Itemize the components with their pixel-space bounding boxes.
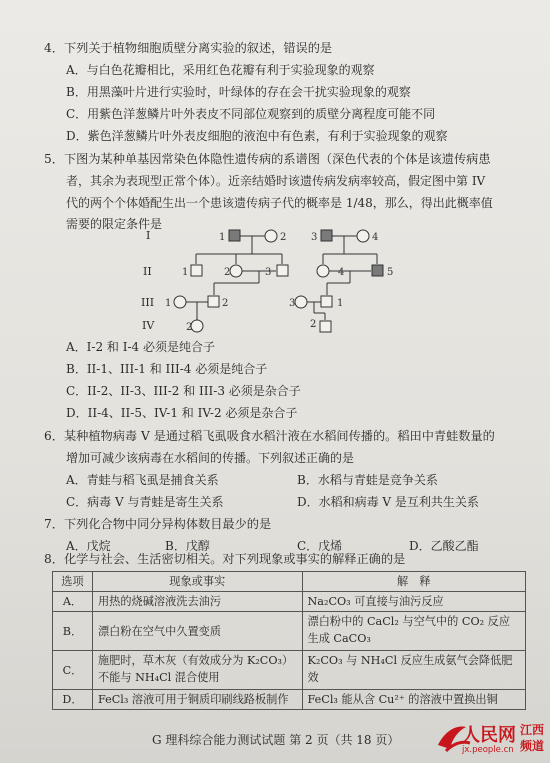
q5-line2: 者，其余为表现型正常个体）。近亲结婚时该遗传病发病率较高，假定图中第 IV [66,174,486,188]
table-row [53,651,526,690]
row-b-fact: 漂白粉在空气中久置变质 [92,612,302,651]
q4-option-a: A．与白色花瓣相比，采用红色花瓣有利于实验现象的观察 [66,63,375,77]
label-I4: 4 [372,232,379,243]
page-footer: G 理科综合能力测试试题 第 2 页（共 18 页） [152,733,400,747]
table-header-explain: 解 释 [302,572,526,592]
row-a-explain: Na₂CO₃ 可直接与油污反应 [302,592,526,612]
q6-line1: 6．某种植物病毒 V 是通过稻飞虱吸食水稻汁液在水稻间传播的。稻田中青蛙数量的 [44,429,495,443]
watermark-channel: 频道 [520,739,545,753]
row-c-explain: K₂CO₃ 与 NH₄Cl 反应生成氨气会降低肥效 [302,651,526,690]
pedigree-II5-affected-male [372,265,383,276]
row-b-explain: 漂白粉中的 CaCl₂ 与空气中的 CO₂ 反应生成 CaCO₃ [302,612,526,651]
q5-line1: 5．下图为某种单基因常染色体隐性遗传病的系谱图（深色代表的个体是该遗传病患 [44,152,491,166]
q4-stem: 4．下列关于植物细胞质壁分离实验的叙述，错误的是 [44,41,333,55]
table-header-option: 选项 [53,572,93,592]
q7-option-d: D．乙酸乙酯 [409,539,479,553]
pedigree-II1-male [191,265,202,276]
q6-option-c: C．病毒 V 与青蛙是寄生关系 [66,495,224,509]
pedigree-III4-male [321,296,332,307]
gen-label-ii: II [143,265,152,278]
label-I3: 3 [311,232,318,243]
pedigree-III1-female [174,296,186,308]
pedigree-II4-female [317,265,329,277]
pedigree-II3-male [277,265,288,276]
table-header-fact: 现象或事实 [92,572,302,592]
pedigree-II2-female [230,265,242,277]
people-cn-watermark [432,715,550,763]
q4-option-d: D．紫色洋葱鳞片叶外表皮细胞的液泡中有色素，有利于实验现象的观察 [66,129,448,143]
q7-option-c: C．戊烯 [297,539,343,553]
row-b-option: B． [53,612,93,651]
label-III4: 1 [337,298,344,309]
label-II2: 2 [224,267,231,278]
row-c-fact: 施肥时，草木灰（有效成分为 K₂CO₃）不能与 NH₄Cl 混合使用 [92,651,302,690]
q7-option-a: A．戊烷 [66,539,111,553]
label-II5: 5 [387,267,394,278]
pedigree-I1-affected-male [229,230,240,241]
q5-line4: 需要的限定条件是 [66,217,163,231]
q5-option-c: C．II-2、II-3、III-2 和 III-3 必须是杂合子 [66,384,301,398]
gen-label-iii: III [141,296,155,309]
row-a-fact: 用热的烧碱溶液洗去油污 [92,592,302,612]
row-a-option: A． [53,592,93,612]
gen-label-iv: IV [142,319,155,332]
q5-option-a: A．I-2 和 I-4 必须是纯合子 [66,340,215,354]
q4-option-b: B．用黑藻叶片进行实验时，叶绿体的存在会干扰实验现象的观察 [66,85,411,99]
q5-option-b: B．II-1、III-1 和 III-4 必须是纯合子 [66,362,268,376]
q6-option-a: A．青蛙与稻飞虱是捕食关系 [66,473,219,487]
pedigree-I2-female [265,230,277,242]
q7-option-b: B．戊醇 [165,539,210,553]
label-II1: 1 [182,267,189,278]
watermark-region: 江西 [520,723,545,737]
label-III3: 3 [289,298,296,309]
row-d-option: D． [53,690,93,710]
q7-stem: 7．下列化合物中同分异构体数目最少的是 [44,517,272,531]
q6-option-d: D．水稻和病毒 V 是互利共生关系 [297,495,479,509]
table-header-row [53,572,526,592]
label-I2: 2 [280,232,287,243]
q8-stem: 8．化学与社会、生活密切相关。对下列现象或事实的解释正确的是 [44,552,406,566]
pedigree-III2-male [208,296,219,307]
label-IV1: 2 [186,322,193,333]
pedigree-IV2-male [320,321,331,332]
table-row [53,592,526,612]
q5-line3: 代的两个个体婚配生出一个患该遗传病子代的概率是 1/48，那么，得出此概率值 [66,196,493,210]
pedigree-IV1-female [191,320,203,332]
q8-table [52,571,526,710]
label-I1: 1 [219,232,226,243]
label-II4: 4 [338,267,345,278]
q6-option-b: B．水稻与青蛙是竞争关系 [297,473,438,487]
gen-label-i: I [146,229,151,242]
q6-line2: 增加可减少该病毒在水稻间的传播。下列叙述正确的是 [66,451,355,465]
pedigree-I3-affected-male [321,230,332,241]
label-III1: 1 [165,298,172,309]
pedigree-III3-female [295,296,307,308]
label-IV2: 2 [310,319,317,330]
pedigree-I4-female [357,230,369,242]
label-II3: 3 [265,267,272,278]
watermark-brand: 人民网 [462,725,516,746]
row-d-explain: FeCl₃ 能从含 Cu²⁺ 的溶液中置换出铜 [302,690,526,710]
label-III2: 2 [222,298,229,309]
q4-option-c: C．用紫色洋葱鳞片叶外表皮不同部位观察到的质壁分离程度可能不同 [66,107,436,121]
row-d-fact: FeCl₃ 溶液可用于铜质印刷线路板制作 [92,690,302,710]
table-row [53,612,526,651]
row-c-option: C． [53,651,93,690]
q5-option-d: D．II-4、II-5、IV-1 和 IV-2 必须是杂合子 [66,406,298,420]
watermark-url: jx.people.cn [462,745,514,755]
table-row [53,690,526,710]
